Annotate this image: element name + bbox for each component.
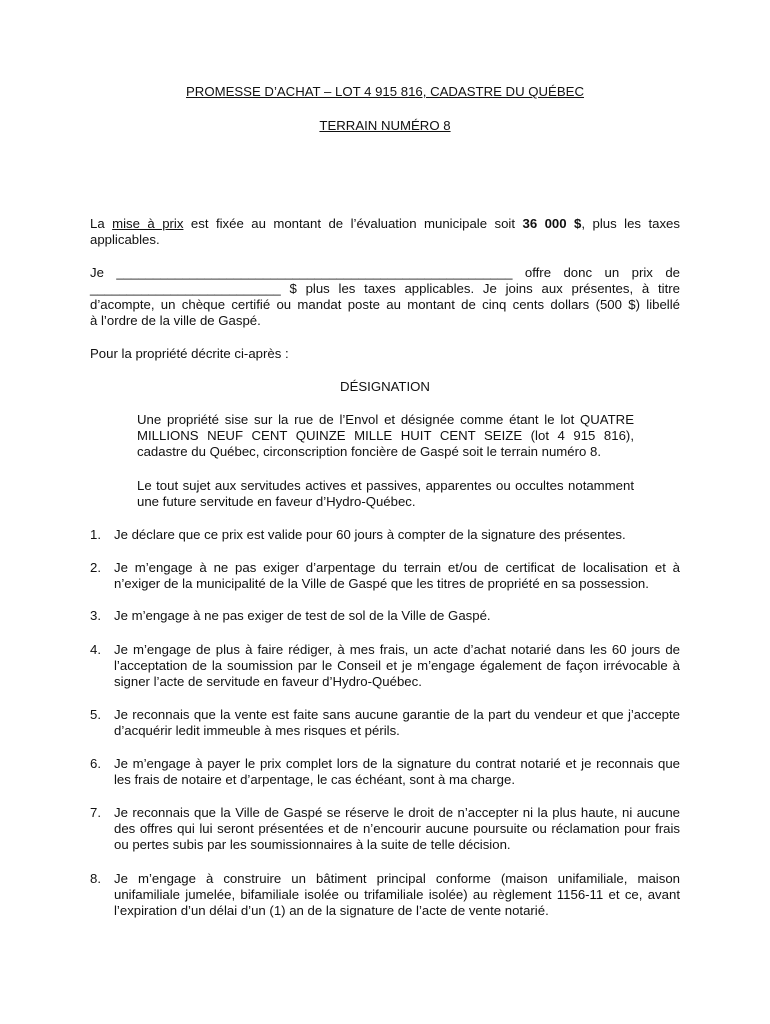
list-item-number: 8.: [90, 871, 101, 886]
list-item-number: 6.: [90, 756, 101, 771]
designation-paragraph-2: Le tout sujet aux servitudes actives et passives, apparentes ou occultes notamment une future servitude en faveur d’Hydro-Québec.: [137, 478, 634, 509]
offer-line-2: __________________________ $ plus les taxes applicables. Je joins aux présentes, à titre: [90, 281, 680, 296]
list-item-text: Je m’engage à ne pas exiger de test de sol de la Ville de Gaspé.: [114, 608, 491, 623]
list-item-text: Je déclare que ce prix est valide pour 60 jours à compter de la signature des présentes.: [114, 527, 626, 542]
document-title: PROMESSE D’ACHAT – LOT 4 915 816, CADASTRE DU QUÉBEC: [186, 84, 584, 99]
list-item-text: Je m’engage à payer le prix complet lors de la signature du contrat notarié et je reconnais que les frais de notaire et d’arpentage, le cas échéant, sont à ma charge.: [114, 756, 680, 787]
list-item-number: 5.: [90, 707, 101, 722]
list-item-text: Je m’engage de plus à faire rédiger, à mes frais, un acte d’achat notarié dans les 60 jours de l’acceptation de la soumission par le Conseil et je m’engage également de façon irrévocable à signer l’acte de servitude en faveur d’Hydro-Québec.: [114, 642, 680, 689]
offer-line-3: d’acompte, un chèque certifié ou mandat poste au montant de cinq cents dollars (500 $) libellé: [90, 297, 680, 312]
list-item-text: Je reconnais que la Ville de Gaspé se réserve le droit de n’accepter ni la plus haute, ni aucune des offres qui lui seront présentées et de n’encourir aucune poursuite ou réclamation pour frais ou pertes subis par les soumissionnaires à la suite de telle décision.: [114, 805, 680, 852]
document-subtitle: TERRAIN NUMÉRO 8: [319, 118, 451, 133]
list-item-number: 2.: [90, 560, 101, 575]
designation-paragraph-1: Une propriété sise sur la rue de l’Envol et désignée comme étant le lot QUATRE MILLIONS NEUF CENT QUINZE MILLE HUIT CENT SEIZE (lot 4 915 816), cadastre du Québec, circonscription foncière de Gaspé soit le terrain numéro 8.: [137, 412, 634, 459]
list-item-text: Je m’engage à construire un bâtiment principal conforme (maison unifamiliale, maison unifamiliale jumelée, bifamiliale isolée ou trifamiliale isolée) au règlement 1156-11 et ce, avant l’expiration d’un délai d’un (1) an de la signature de l’acte de vente notarié.: [114, 871, 680, 918]
list-item-text: Je reconnais que la vente est faite sans aucune garantie de la part du vendeur et que j’accepte d’acquérir ledit immeuble à mes risques et périls.: [114, 707, 680, 738]
intro-paragraph-price: La mise à prix est fixée au montant de l’évaluation municipale soit 36 000 $, plus les taxes applicables.: [90, 216, 680, 247]
mise-a-prix-term: mise à prix: [112, 216, 184, 231]
list-item-number: 4.: [90, 642, 101, 657]
designation-heading: DÉSIGNATION: [340, 379, 430, 394]
list-item-number: 3.: [90, 608, 101, 623]
list-item-number: 7.: [90, 805, 101, 820]
list-item-number: 1.: [90, 527, 101, 542]
intro-paragraph-offer: [90, 265, 680, 329]
list-item-text: Je m’engage à ne pas exiger d’arpentage du terrain et/ou de certificat de localisation et à n’exiger de la municipalité de la Ville de Gaspé que les titres de propriété en sa possession.: [114, 560, 680, 591]
offer-line-1: Je ______________________________________________________ offre donc un prix de: [90, 265, 680, 280]
price-amount: 36 000 $: [522, 216, 582, 231]
offer-line-4: à l’ordre de la ville de Gaspé.: [90, 313, 261, 328]
intro-paragraph-property: Pour la propriété décrite ci-après :: [90, 346, 289, 361]
